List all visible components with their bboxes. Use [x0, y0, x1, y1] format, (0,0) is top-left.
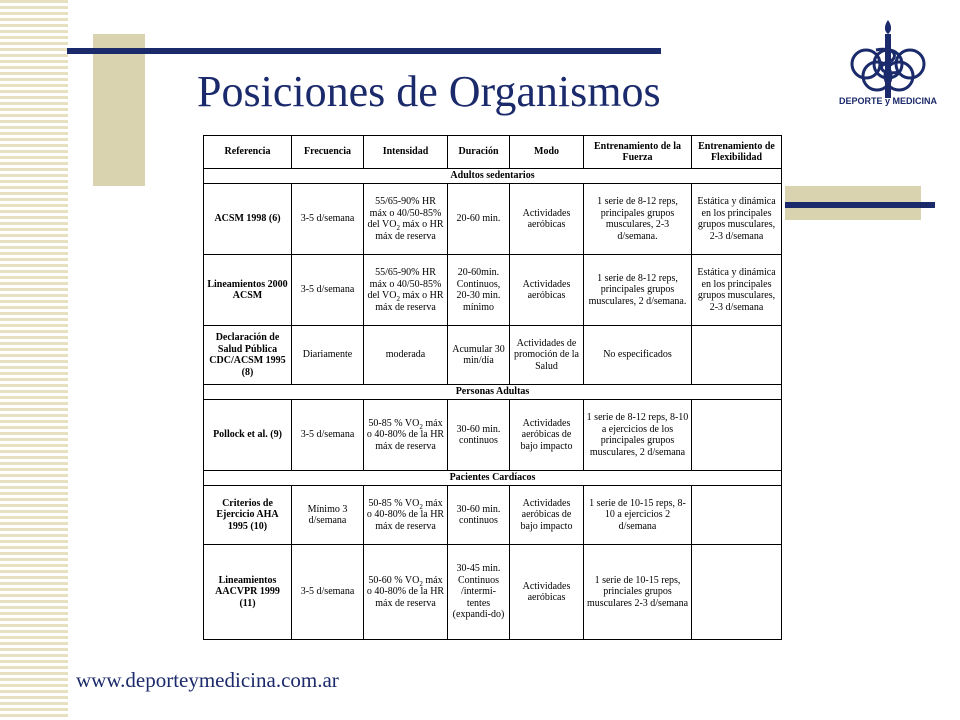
- cell-flexibilidad: [692, 326, 782, 385]
- cell-modo: Actividades aeróbicas de bajo impacto: [510, 486, 584, 545]
- section-pacientes-cardiacos: Pacientes Cardíacos: [204, 471, 782, 486]
- section-row: [204, 169, 782, 184]
- top-navy-bar: [67, 48, 661, 54]
- intensidad-subscript: 2: [396, 224, 400, 232]
- cell-intensidad: [364, 486, 448, 545]
- cell-flexibilidad: [692, 545, 782, 640]
- cell-intensidad: [364, 400, 448, 471]
- header-fuerza: Entrenamiento de la Fuerza: [584, 136, 692, 169]
- left-stripes-decoration: [0, 0, 68, 720]
- header-duracion: Duración: [448, 136, 510, 169]
- cell-modo: Actividades aeróbicas: [510, 545, 584, 640]
- cell-modo: Actividades de promoción de la Salud: [510, 326, 584, 385]
- cell-modo: Actividades aeróbicas de bajo impacto: [510, 400, 584, 471]
- cell-frecuencia: 3-5 d/semana: [292, 545, 364, 640]
- cell-frecuencia: 3-5 d/semana: [292, 400, 364, 471]
- section-adultos-sedentarios: Adultos sedentarios: [204, 169, 782, 184]
- cell-referencia: Lineamientos AACVPR 1999 (11): [204, 545, 292, 640]
- cell-frecuencia: 3-5 d/semana: [292, 184, 364, 255]
- intensidad-text: 50-60 % VO: [368, 574, 420, 586]
- cell-referencia: Lineamientos 2000 ACSM: [204, 255, 292, 326]
- cell-duracion: 30-45 min. Continuos /intermi-tentes (expandi-do): [448, 545, 510, 640]
- section-row: [204, 471, 782, 486]
- cell-fuerza: 1 serie de 8-12 reps, principales grupos musculares, 2-3 d/semana.: [584, 184, 692, 255]
- recommendations-table: [203, 135, 782, 640]
- logo-caption: DEPORTE y MEDICINA: [838, 96, 937, 106]
- cell-fuerza: No especificados: [584, 326, 692, 385]
- cell-intensidad: [364, 255, 448, 326]
- intensidad-text: máx o HR máx de reserva: [375, 290, 444, 313]
- slide-title: Posiciones de Organismos: [197, 67, 661, 116]
- intensidad-subscript: 2: [396, 295, 400, 303]
- cell-modo: Actividades aeróbicas: [510, 184, 584, 255]
- footer-website-link[interactable]: www.deporteymedicina.com.ar: [76, 668, 339, 692]
- right-navy-bar: [785, 202, 935, 208]
- intensidad-subscript: 2: [419, 422, 423, 431]
- tan-block-decoration: [93, 34, 145, 186]
- table-row: [204, 326, 782, 385]
- cell-intensidad: [364, 184, 448, 255]
- cell-modo: Actividades aeróbicas: [510, 255, 584, 326]
- cell-intensidad: [364, 545, 448, 640]
- cell-flexibilidad: [692, 400, 782, 471]
- cell-duracion: 20-60 min.: [448, 184, 510, 255]
- cell-referencia: Criterios de Ejercicio AHA 1995 (10): [204, 486, 292, 545]
- intensidad-text: 50-85 % VO: [368, 497, 420, 509]
- table-header-row: [204, 136, 782, 169]
- intensidad-subscript: 2: [419, 502, 423, 511]
- intensidad-subscript: 2: [419, 579, 423, 588]
- header-referencia: Referencia: [204, 136, 292, 169]
- cell-referencia: ACSM 1998 (6): [204, 184, 292, 255]
- cell-duracion: 30-60 min. continuos: [448, 400, 510, 471]
- cell-intensidad: moderada: [364, 326, 448, 385]
- cell-frecuencia: Diariamente: [292, 326, 364, 385]
- table-row: [204, 545, 782, 640]
- table-row: [204, 255, 782, 326]
- intensidad-text: 55/65-90% HR máx o 40/50-85% del VO: [367, 267, 442, 301]
- cell-fuerza: 1 serie de 8-12 reps, 8-10 a ejercicios de los principales grupos musculares, 2 d/semana: [584, 400, 692, 471]
- intensidad-text: máx o 40-80% de la HR máx de reserva: [366, 497, 445, 532]
- table-row: [204, 184, 782, 255]
- intensidad-text: 50-85 % VO: [368, 417, 420, 429]
- cell-duracion: Acumular 30 min/día: [448, 326, 510, 385]
- header-flexibilidad: Entrenamiento de Flexibilidad: [692, 136, 782, 169]
- cell-flexibilidad: Estática y dinámica en los principales grupos musculares, 2-3 d/semana: [692, 255, 782, 326]
- cell-frecuencia: Mínimo 3 d/semana: [292, 486, 364, 545]
- header-modo: Modo: [510, 136, 584, 169]
- section-row: [204, 385, 782, 400]
- cell-fuerza: 1 serie de 8-12 reps, principales grupos musculares, 2 d/semana.: [584, 255, 692, 326]
- section-personas-adultas: Personas Adultas: [204, 385, 782, 400]
- table-row: [204, 486, 782, 545]
- intensidad-text: máx o 40-80% de la HR máx de reserva: [366, 574, 445, 609]
- cell-flexibilidad: [692, 486, 782, 545]
- intensidad-text: 55/65-90% HR máx o 40/50-85% del VO: [367, 196, 442, 230]
- cell-fuerza: 1 serie de 10-15 reps, princiales grupos musculares 2-3 d/semana: [584, 545, 692, 640]
- cell-flexibilidad: Estática y dinámica en los principales grupos musculares, 2-3 d/semana: [692, 184, 782, 255]
- table-row: [204, 400, 782, 471]
- cell-duracion: 30-60 min. continuos: [448, 486, 510, 545]
- cell-fuerza: 1 serie de 10-15 reps, 8-10 a ejercicios 2 d/semana: [584, 486, 692, 545]
- cell-frecuencia: 3-5 d/semana: [292, 255, 364, 326]
- cell-referencia: Declaración de Salud Pública CDC/ACSM 1995 (8): [204, 326, 292, 385]
- header-intensidad: Intensidad: [364, 136, 448, 169]
- header-frecuencia: Frecuencia: [292, 136, 364, 169]
- intensidad-text: máx o 40-80% de la HR máx de reserva: [366, 417, 445, 452]
- cell-referencia: Pollock et al. (9): [204, 400, 292, 471]
- intensidad-text: máx o HR máx de reserva: [375, 219, 444, 242]
- cell-duracion: 20-60min. Continuos, 20-30 min. mínimo: [448, 255, 510, 326]
